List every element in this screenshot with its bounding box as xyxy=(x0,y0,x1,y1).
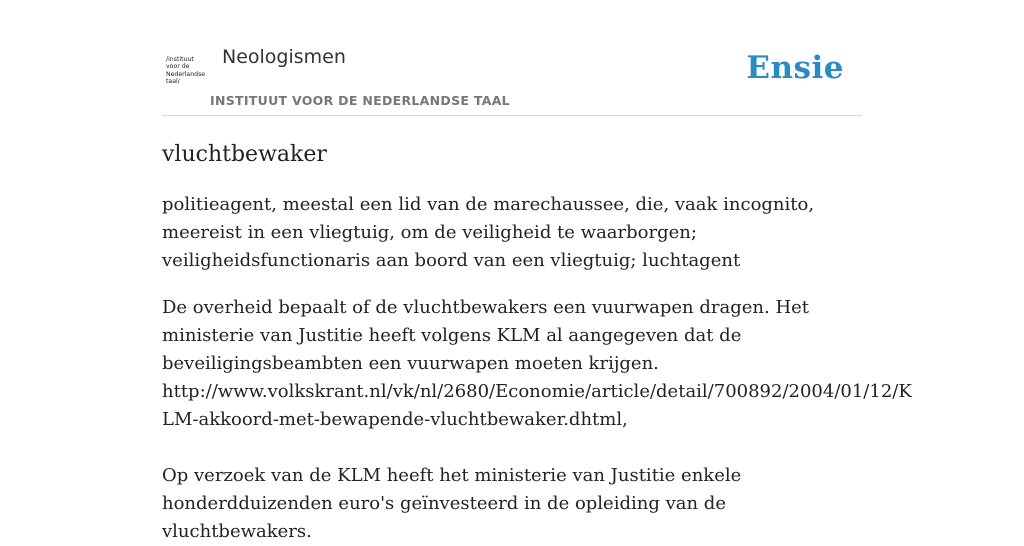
logo-line: taal/ xyxy=(166,77,180,85)
entry-title: vluchtbewaker xyxy=(162,142,327,167)
entry-definition: politieagent, meestal een lid van de marechaussee, die, vaak incognito, meereist in een vliegtuig, om de veiligheid te waarborgen; veiligheidsfunctionaris aan boord van een vliegtuig; luchtagent xyxy=(162,194,815,271)
entry-content xyxy=(162,139,922,546)
logo-line: voor de xyxy=(166,63,190,71)
entry-example xyxy=(162,294,912,434)
logo-line: Nederlandse xyxy=(166,70,206,78)
example-text: De overheid bepaalt of de vluchtbewakers een vuurwapen dragen. Het ministerie van Justitie heeft volgens KLM al aangegeven dat de beveiligingsbeambten een vuurwapen moeten krijgen. xyxy=(162,297,810,374)
logo-line: /instituut xyxy=(166,56,194,63)
entry-example: Op verzoek van de KLM heeft het ministerie van Justitie enkele honderdduizenden euro's geïnvesteerd in de opleiding van de vluchtbewakers. xyxy=(162,465,742,542)
site-name[interactable]: Neologismen xyxy=(222,46,346,68)
example-source: http://www.volkskrant.nl/vk/nl/2680/Economie/article/detail/700892/2004/01/12/KLM-akkoord-met-bewapende-vluchtbewaker.dhtml, xyxy=(162,381,912,430)
institute-logo[interactable] xyxy=(166,56,208,85)
brand-logo[interactable]: Ensie xyxy=(746,50,844,86)
site-header xyxy=(162,40,862,116)
institute-name: INSTITUUT VOOR DE NEDERLANDSE TAAL xyxy=(210,93,510,108)
